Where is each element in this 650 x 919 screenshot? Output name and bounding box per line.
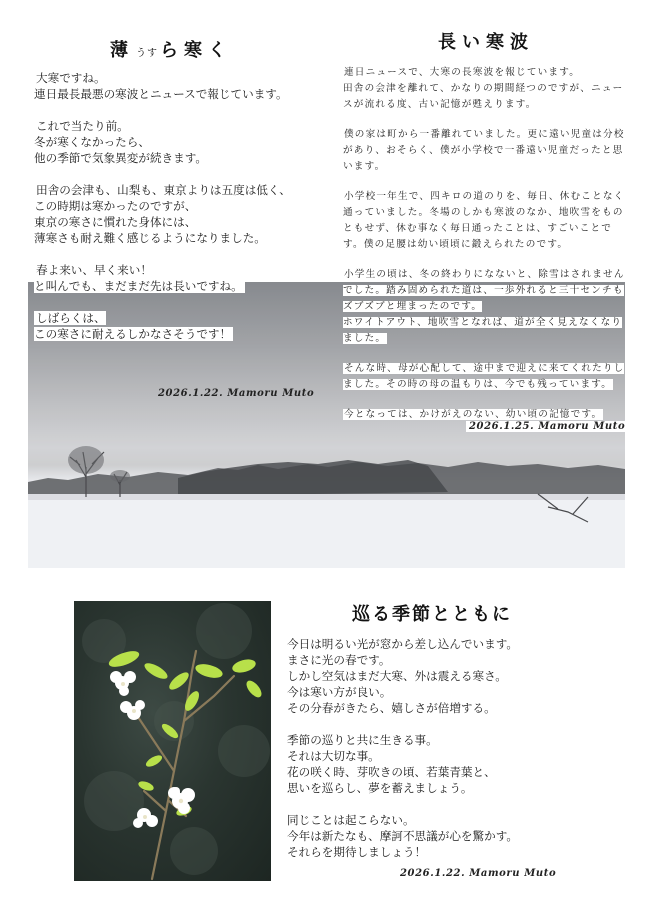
paragraph-text: 連日ニュースで、大寒の長寒波を報じています。 田舎の会津を離れて、かなりの期間経つのですが、ニュースが流れる度、古い記憶が甦えります。 (343, 67, 624, 110)
article-2-paragraph (343, 189, 628, 253)
paragraph-text: しばらくは、 この寒さに耐えるしかなさそうです！ (34, 311, 232, 341)
article-1-signature: 2026.1.22. Mamoru Muto (158, 388, 315, 399)
paragraph-text: 今となっては、かけがえのない、幼い頃の記憶です。 (344, 409, 603, 420)
paragraph-text: 小学校一年生で、四キロの道のりを、毎日、休むことなく通っていました。冬場のしかも寒波のなか、地吹雪をものともせず、休む事なく毎日通ったことは、すごいことです。僕の足腰は幼い頃頃に鍛えられたのです。 (343, 191, 625, 250)
article-3-body (287, 636, 587, 876)
article-3-title: 巡る季節とともに (352, 604, 512, 625)
article-1-title (110, 36, 232, 62)
paragraph-text: これで当たり前。 冬が寒くなかったら、 他の季節で気象異変が続きます。 (34, 119, 207, 165)
article-3-paragraph: 同じことは起こらない。 今年は新たなも、摩訶不思議が心を驚かす。 それらを期待しましょう！ (287, 813, 518, 859)
article-3-paragraph: 季節の巡りと共に生きる事。 それは大切な事。 花の咲く時、芽吹きの頃、若葉青葉と、 思いを巡らし、夢を蓄えましょう。 (287, 733, 496, 795)
title-part: ら寒く (160, 40, 232, 61)
paragraph-text: 田舎の会津も、山梨も、東京よりは五度は低く、 この時期は寒かったのですが、 東京の寒さに慣れた身体には、 薄寒さも耐え難く感じるようになりました。 (34, 183, 291, 245)
paragraph-text: 小学生の頃は、冬の終わりになないと、除雪はされませんでした。踏み固められた道は、一歩外れると三十センチもズブズブと埋まったのです。 ホワイトアウト、地吹雪となれば、道が全く見えなくなりました。 (343, 269, 625, 344)
paragraph-text: 春よ来い、早く来い！ と叫んでも、まだまだ先は長いですね。 (34, 263, 243, 293)
article-2-paragraph (343, 361, 628, 393)
title-ruby: うす (136, 48, 158, 59)
cherry-blossom-photo (74, 601, 271, 881)
paragraph-text: 僕の家は町から一番離れていました。更に遠い児童は分校があり、おそらく、僕が小学校で一番遠い児童だったと思います。 (343, 129, 625, 172)
article-3-signature: 2026.1.22. Mamoru Muto (400, 868, 557, 879)
cherry-blossom-drawing (74, 601, 271, 881)
article-1-paragraph (34, 262, 324, 294)
article-1-body (34, 70, 324, 358)
article-2-paragraph (343, 267, 628, 347)
paragraph-text: 大寒ですね。 連日最長最悪の寒波とニュースで報じています。 (34, 71, 288, 101)
article-2-paragraph (343, 127, 628, 175)
title-part: 薄 (110, 40, 134, 61)
paragraph-text: そんな時、母が心配して、途中まで迎えに来てくれたりしました。その時の母の温もりは、今でも残っています。 (343, 363, 625, 390)
article-2-paragraph (343, 65, 628, 113)
article-1-paragraph (34, 182, 324, 246)
article-1-paragraph (34, 310, 324, 342)
article-2-title: 長い寒波 (438, 32, 534, 53)
article-3-paragraph: 今日は明るい光が窓から差し込んでいます。 まさに光の春です。 しかし空気はまだ大寒、外は震える寒さ。 今は寒い方が良い。 その分春がきたら、嬉しさが倍増する。 (287, 637, 518, 715)
article-1-paragraph (34, 118, 324, 166)
article-2-body (343, 65, 628, 437)
article-1-paragraph (34, 70, 324, 102)
article-2-signature: 2026.1.25. Mamoru Muto (466, 421, 628, 432)
